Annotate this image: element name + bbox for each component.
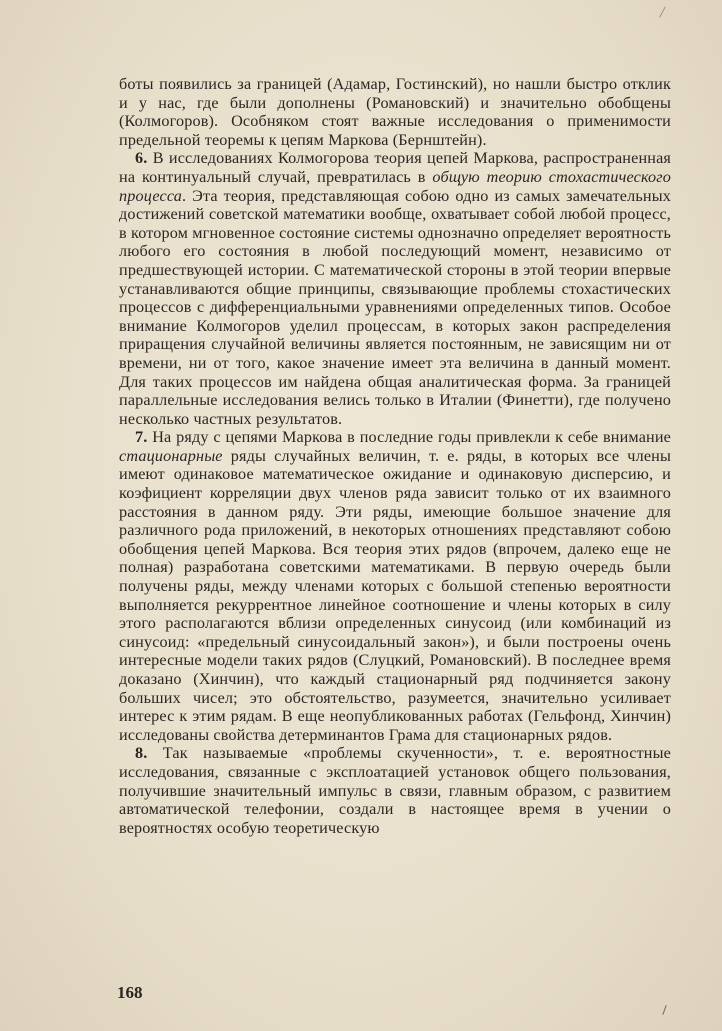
text-run: боты появились за границей (Адамар, Гостинский), но нашли быстро отклик и у нас, где были дополнены (Романовский) и значительно обобщены (Колмогоров). Особняком стоят важные исследования о применимости предельной теоремы к цепям Маркова (Бернштейн). [119,75,671,149]
scan-mark [659,6,666,17]
section-number: 7. [135,428,148,447]
text-run: На ряду с цепями Маркова в последние годы привлекли к себе внимание [147,428,671,447]
paragraph [119,75,671,149]
text-run: Так называемые «проблемы скученности», т. е. вероятностные исследования, связанные с эксплоатацией установок общего пользования, получившие значительный импульс в связи, главным образом, с развитием автоматической телефонии, создали в настоящее время в учении о вероятностях особую теоретическую [119,744,671,837]
paragraph-6 [119,149,671,428]
emphasized-term: стационарные [119,446,223,465]
text-run: . Эта теория, представляющая собою одно из самых замечательных достижений советской математики вообще, охватывает собой любой процесс, в котором мгновенное состояние системы однозначно определяет вероятность любого его состояния в любой последующий момент, независимо от предшествующей истории. С математической стороны в этой теории впервые устанавливаются общие принципы, связывающие проблемы стохастических процессов с дифференциальными уравнениями определенных типов. Особое внимание Колмогоров уделил процессам, в которых закон распределения приращения случайной величины является постоянным, не зависящим ни от времени, ни от того, какое значение имеет эта величина в данный момент. Для таких процессов им найдена общая аналитическая форма. За границей параллельные исследования велись только в Италии (Финетти), где получено несколько частных результатов. [119,186,671,428]
page-number: 168 [117,983,143,1002]
paragraph-7 [119,428,671,744]
scan-mark [662,1005,666,1015]
text-run: В исследованиях Колмогорова теория цепей Маркова, распространенная на континуальный случай, превратилась в [119,149,671,186]
body-text [119,75,671,837]
section-number: 8. [135,744,148,763]
section-number: 6. [135,149,148,168]
paragraph-8 [119,744,671,837]
text-run: ряды случайных величин, т. е. ряды, в которых все члены имеют одинаковое математическое ожидание и одинаковую дисперсию, и коэфициент корреляции двух членов ряда зависит только от их взаимного расстояния в данном ряду. Эти ряды, имеющие большое значение для различного рода приложений, в некоторых отношениях представляют собою обобщения цепей Маркова. Вся теория этих рядов (впрочем, далеко еще не полная) разработана советскими математиками. В первую очередь были получены ряды, между членами которых с большой степенью вероятности выполняется рекуррентное линейное соотношение и члены которых в силу этого располагаются вблизи определенных синусоид (или комбинаций из синусоид: «предельный синусоидальный закон»), и были построены очень интересные модели таких рядов (Слуцкий, Романовский). В последнее время доказано (Хинчин), что каждый стационарный ряд подчиняется закону больших чисел; это обстоятельство, разумеется, значительно усиливает интерес к этим рядам. В еще неопубликованных работах (Гельфонд, Хинчин) исследованы свойства детерминантов Грама для стационарных рядов. [119,446,671,744]
emphasized-term: общую теорию стохастического процесса [119,167,671,205]
